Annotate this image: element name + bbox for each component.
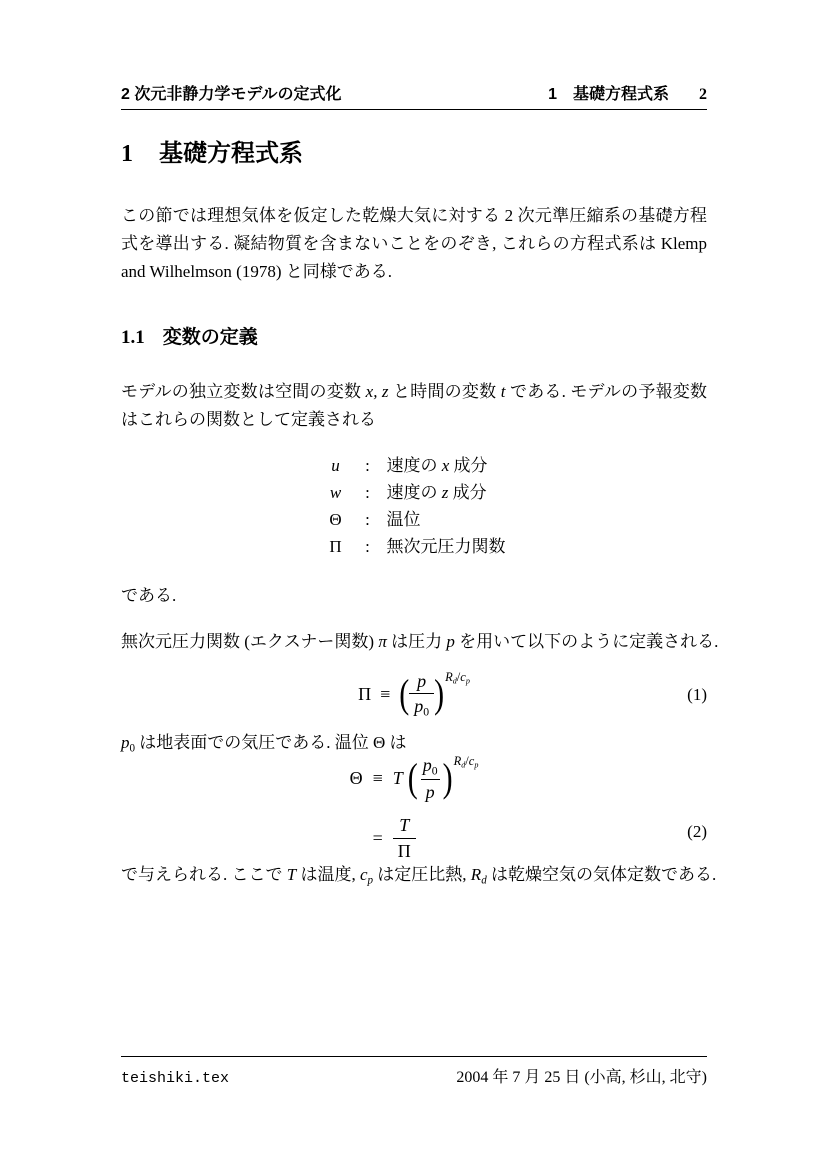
- footer-date-authors: 2004 年 7 月 25 日 (小高, 杉山, 北守): [456, 1069, 707, 1086]
- fraction-numerator: p: [417, 670, 427, 691]
- header-right-group: [548, 86, 707, 104]
- equation-2: [121, 753, 707, 861]
- variable-symbol: u: [331, 456, 340, 475]
- fraction-denominator: Π: [393, 838, 416, 862]
- footer-filename: teishiki.tex: [121, 1070, 230, 1087]
- temperature-symbol: T: [392, 768, 403, 789]
- equals-symbol: =: [372, 827, 383, 848]
- section-title: 基礎方程式系: [159, 140, 303, 167]
- page-number: 2: [699, 86, 707, 103]
- subsection-number: 1.1: [121, 327, 145, 348]
- fraction-denominator: p: [421, 779, 440, 803]
- equation-number: (2): [687, 822, 707, 841]
- exponent: Rd/cp: [445, 669, 470, 686]
- variable-colon: :: [365, 537, 370, 556]
- variable-description: 無次元圧力関数: [386, 537, 506, 556]
- variable-description: 温位: [386, 510, 421, 529]
- fraction: [418, 755, 443, 804]
- eq2-lhs: Θ: [349, 768, 363, 789]
- variable-definition-list: [121, 452, 707, 560]
- equiv-symbol: ≡: [380, 684, 391, 705]
- close-paren: ): [434, 672, 445, 717]
- dearu-line: である.: [121, 586, 177, 605]
- eq2-rhs-line1: [393, 755, 479, 804]
- intro-paragraph: この節では理想気体を仮定した乾燥大気に対する 2 次元準圧縮系の基礎方程式を導出する. 凝結物質を含まないことをのぞき, これらの方程式系は Klemp and Wilhelmson (1978) と同様である.: [121, 206, 707, 281]
- open-paren: (: [399, 672, 410, 717]
- section-heading: [121, 140, 303, 168]
- equation-number: (1): [687, 685, 707, 704]
- subsection-title: 変数の定義: [162, 327, 258, 348]
- variable-symbol: Θ: [329, 510, 342, 529]
- eq1-lhs: Π: [358, 684, 372, 705]
- close-paren: ): [442, 755, 453, 801]
- header-document-title: 2 次元非静力学モデルの定式化: [121, 86, 342, 103]
- subsection-heading: [121, 326, 258, 350]
- exner-paragraph: 無次元圧力関数 (エクスナー関数) π は圧力 p を用いて以下のように定義される.: [121, 632, 719, 651]
- equation-1-body: [358, 671, 470, 720]
- fraction-denominator: $p_0$: [409, 693, 434, 719]
- eq2-rhs-line2: [393, 815, 416, 861]
- header-section-ref: 1 基礎方程式系: [548, 86, 669, 103]
- variable-colon: :: [365, 510, 370, 529]
- variable-description: 速度の z 成分: [386, 483, 487, 502]
- page-footer: [121, 1056, 707, 1087]
- variable-colon: :: [365, 456, 370, 475]
- running-header: [121, 86, 707, 110]
- equation-1: [121, 664, 707, 726]
- given-paragraph: で与えられる. ここで T は温度, cp は定圧比熱, Rd は乾燥空気の気体定数である.: [121, 865, 717, 887]
- fraction-numerator: $p_0$: [422, 754, 438, 777]
- fraction: [409, 671, 434, 720]
- variable-grid: [323, 452, 506, 560]
- variable-description: 速度の x 成分: [386, 456, 488, 475]
- p0-paragraph: $p_0$ は地表面での気圧である. 温位 Θ は: [121, 733, 407, 755]
- exponent: Rd/cp: [453, 753, 479, 769]
- equation-2-body: [350, 755, 479, 862]
- equiv-symbol: ≡: [372, 768, 383, 789]
- section-number: 1: [121, 141, 133, 167]
- variable-colon: :: [365, 483, 370, 502]
- variable-symbol: w: [329, 483, 342, 502]
- open-paren: (: [407, 755, 418, 801]
- fraction: [393, 815, 416, 861]
- variable-symbol: Π: [329, 537, 342, 556]
- variables-paragraph: モデルの独立変数は空間の変数 x, z と時間の変数 t である. モデルの予報変数はこれらの関数として定義される: [121, 382, 708, 429]
- fraction-numerator: T: [399, 815, 410, 836]
